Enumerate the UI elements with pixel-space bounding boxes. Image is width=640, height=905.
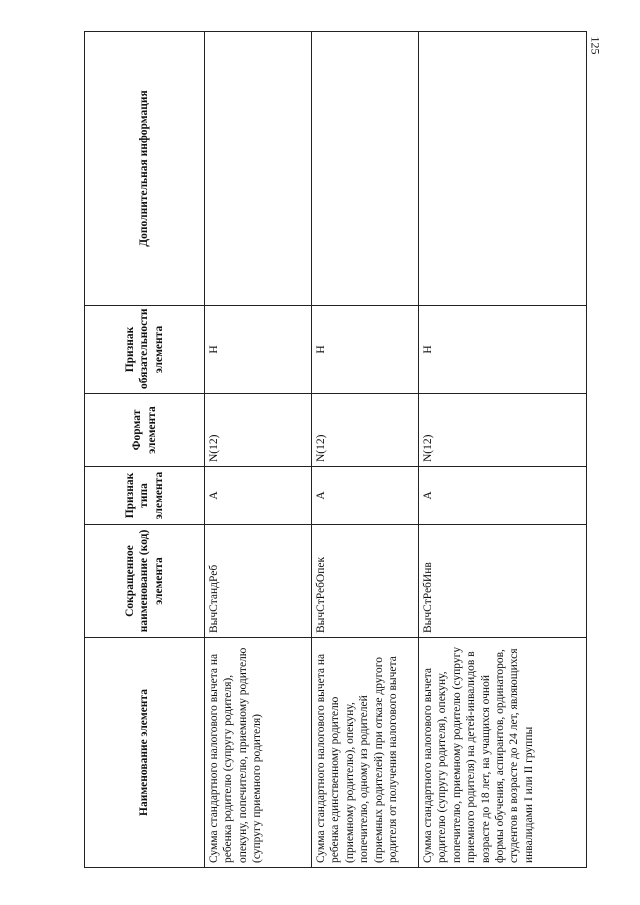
cell-name: Сумма стандартного налогового вычета родителю (супругу родителя), опекуну, попечителю, приемному родителю (супругу приемного родителя) на детей-инвалидов в возрасте до 18 лет, на учащихся очной формы обучения, аспирантов, ординаторов, студентов в возрасте до 24 лет, являющихся инвалидами I или II группы bbox=[419, 638, 587, 868]
cell-type: А bbox=[419, 467, 587, 525]
table-row bbox=[312, 32, 419, 868]
cell-format: N(12) bbox=[419, 394, 587, 467]
cell-format: N(12) bbox=[312, 394, 419, 467]
cell-code: ВычСтРебИнв bbox=[419, 525, 587, 638]
cell-type: А bbox=[205, 467, 312, 525]
cell-required: Н bbox=[419, 306, 587, 394]
cell-type: А bbox=[312, 467, 419, 525]
table-header-row bbox=[85, 32, 205, 868]
cell-required: Н bbox=[205, 306, 312, 394]
header-element-name: Наименование элемента bbox=[85, 638, 205, 868]
header-element-type: Признак типа элемента bbox=[85, 467, 205, 525]
header-element-code: Сокращенное наименование (код) элемента bbox=[85, 525, 205, 638]
cell-name: Сумма стандартного налогового вычета на ребенка родителю (супругу родителя), опекуну, попечителю, приемному родителю (супругу приемного родителя) bbox=[205, 638, 312, 868]
header-additional-info: Дополнительная информация bbox=[85, 32, 205, 306]
cell-info bbox=[419, 32, 587, 306]
cell-info bbox=[312, 32, 419, 306]
cell-required: Н bbox=[312, 306, 419, 394]
cell-code: ВычСтандРеб bbox=[205, 525, 312, 638]
table-row bbox=[205, 32, 312, 868]
table-row bbox=[419, 32, 587, 868]
header-element-format: Формат элемента bbox=[85, 394, 205, 467]
rotated-table-container bbox=[84, 32, 566, 868]
cell-name: Сумма стандартного налогового вычета на ребенка единственному родителю (приемному родителю), опекуну, попечителю, одному из родителей (приемных родителей) при отказе другого родителя от получения налогового вычета bbox=[312, 638, 419, 868]
page-number: 125 bbox=[588, 36, 603, 55]
cell-format: N(12) bbox=[205, 394, 312, 467]
cell-info bbox=[205, 32, 312, 306]
cell-code: ВычСтРебОпек bbox=[312, 525, 419, 638]
elements-table bbox=[84, 31, 587, 868]
header-element-required: Признак обязательности элемента bbox=[85, 306, 205, 394]
